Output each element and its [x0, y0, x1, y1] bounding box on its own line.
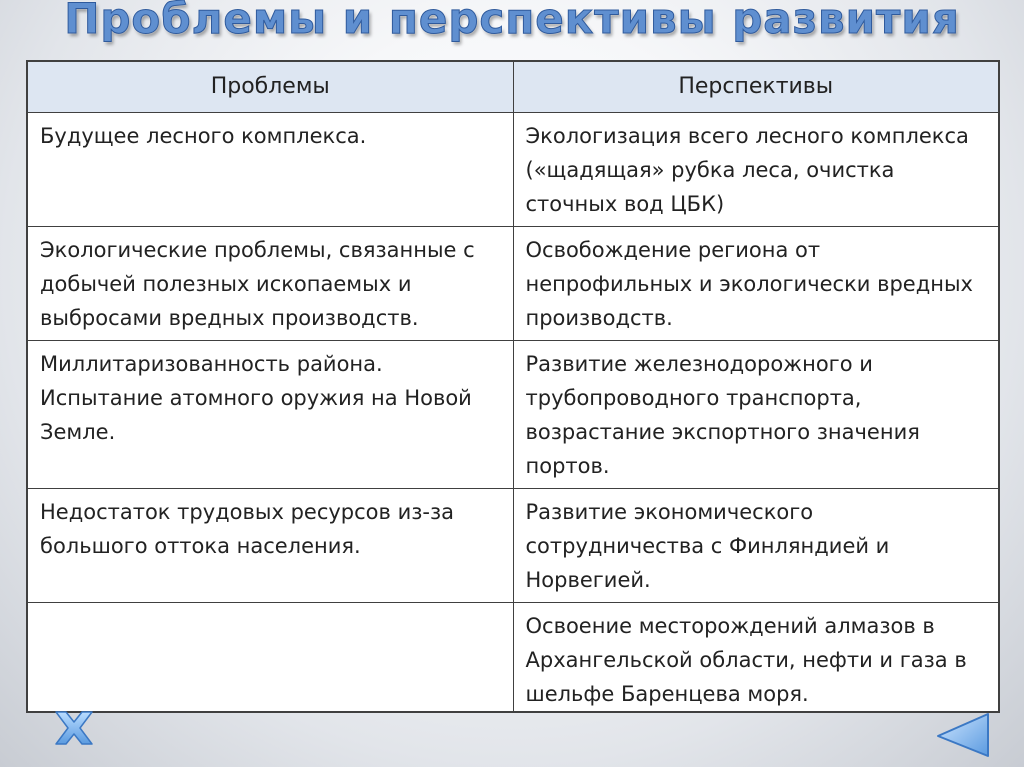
header-problems: Проблемы: [27, 61, 513, 113]
prospect-cell: Освобождение региона от непрофильных и экологически вредных производств.: [513, 227, 999, 341]
problems-prospects-table: [26, 60, 1000, 713]
table-row: [27, 227, 999, 341]
table-row: [27, 113, 999, 227]
back-triangle-icon[interactable]: [934, 710, 992, 758]
table-header-row: [27, 61, 999, 113]
table-row: [27, 489, 999, 603]
problems-prospects-table-wrapper: [26, 60, 998, 708]
problem-cell: Недостаток трудовых ресурсов из-за большого оттока населения.: [27, 489, 513, 603]
table-row: [27, 341, 999, 489]
prospect-cell: Развитие экономического сотрудничества с Финляндией и Норвегией.: [513, 489, 999, 603]
problem-cell: Миллитаризованность района. Испытание атомного оружия на Новой Земле.: [27, 341, 513, 489]
close-x-icon[interactable]: [50, 708, 98, 748]
table-row: [27, 603, 999, 713]
header-prospects: Перспективы: [513, 61, 999, 113]
prospect-cell: Экологизация всего лесного комплекса («щадящая» рубка леса, очистка сточных вод ЦБК): [513, 113, 999, 227]
slide-title: Проблемы и перспективы развития: [64, 0, 960, 43]
problem-cell: [27, 603, 513, 713]
prospect-cell: Освоение месторождений алмазов в Архангельской области, нефти и газа в шельфе Баренцева моря.: [513, 603, 999, 713]
problem-cell: Экологические проблемы, связанные с добычей полезных ископаемых и выбросами вредных производств.: [27, 227, 513, 341]
prospect-cell: Развитие железнодорожного и трубопроводного транспорта, возрастание экспортного значения портов.: [513, 341, 999, 489]
problem-cell: Будущее лесного комплекса.: [27, 113, 513, 227]
